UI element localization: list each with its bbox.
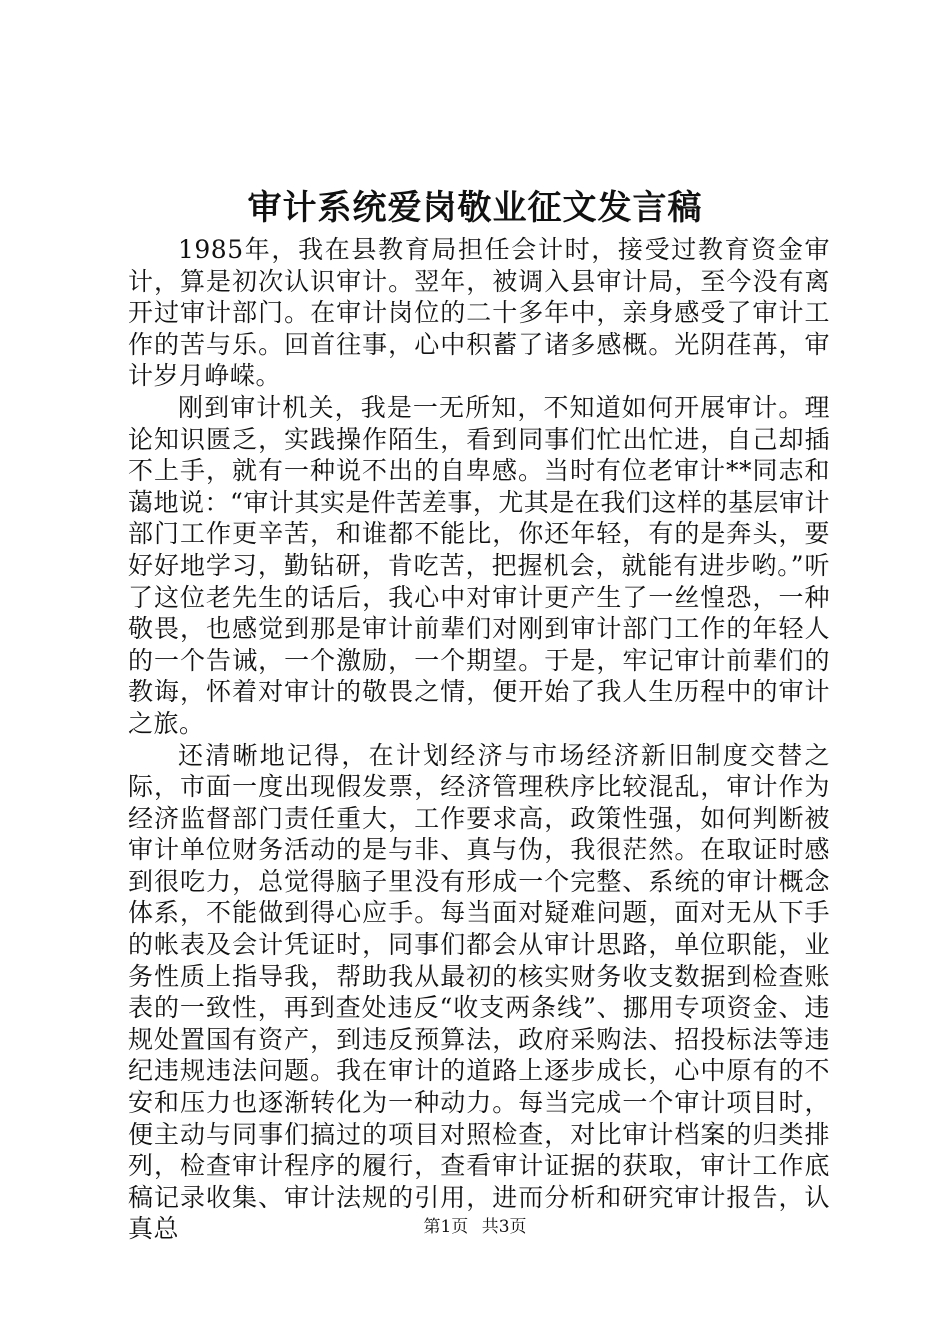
paragraph: 1985年，我在县教育局担任会计时，接受过教育资金审计，算是初次认识审计。翌年，被调入县审计局，至今没有离开过审计部门。在审计岗位的二十多年中，亲身感受了审计工作的苦与乐。回首往事，心中积蓄了诸多感概。光阴荏苒，审计岁月峥嵘。: [128, 235, 830, 391]
document-title: 审计系统爱岗敬业征文发言稿: [247, 188, 703, 228]
paragraph: 刚到审计机关，我是一无所知，不知道如何开展审计。理论知识匮乏，实践操作陌生，看到同事们忙出忙进，自己却插不上手，就有一种说不出的自卑感。当时有位老审计**同志和蔼地说：“审计其实是件苦差事，尤其是在我们这样的基层审计部门工作更辛苦，和谁都不能比，你还年轻，有的是奔头，要好好地学习，勤钻研，肯吃苦，把握机会，就能有进步哟。”听了这位老先生的话后，我心中对审计更产生了一丝惶恐，一种敬畏，也感觉到那是审计前辈们对刚到审计部门工作的年轻人的一个告诫，一个激励，一个期望。于是，牢记审计前辈们的教诲，怀着对审计的敬畏之情，便开始了我人生历程中的审计之旅。: [128, 392, 830, 738]
page-footer: [0, 1216, 950, 1238]
paragraph: 还清晰地记得，在计划经济与市场经济新旧制度交替之际，市面一度出现假发票，经济管理秩序比较混乱，审计作为经济监督部门责任重大，工作要求高，政策性强，如何判断被审计单位财务活动的是与非、真与伪，我很茫然。在取证时感到很吃力，总觉得脑子里没有形成一个完整、系统的审计概念体系，不能做到得心应手。每当面对疑难问题，面对无从下手的帐表及会计凭证时，同事们都会从审计思路，单位职能，业务性质上指导我，帮助我从最初的核实财务收支数据到检查账表的一致性，再到查处违反“收支两条线”、挪用专项资金、违规处置国有资产，到违反预算法，政府采购法、招投标法等违纪违规违法问题。我在审计的道路上逐步成长，心中原有的不安和压力也逐渐转化为一种动力。每当完成一个审计项目时，便主动与同事们搞过的项目对照检查，对比审计档案的归类排列，检查审计程序的履行，查看审计证据的获取，审计工作底稿记录收集、审计法规的引用，进而分析和研究审计报告，认真总: [128, 740, 830, 1244]
page-total: 共3页: [481, 1217, 527, 1237]
page-number: 第1页: [423, 1217, 469, 1237]
document-body: [128, 234, 830, 1245]
